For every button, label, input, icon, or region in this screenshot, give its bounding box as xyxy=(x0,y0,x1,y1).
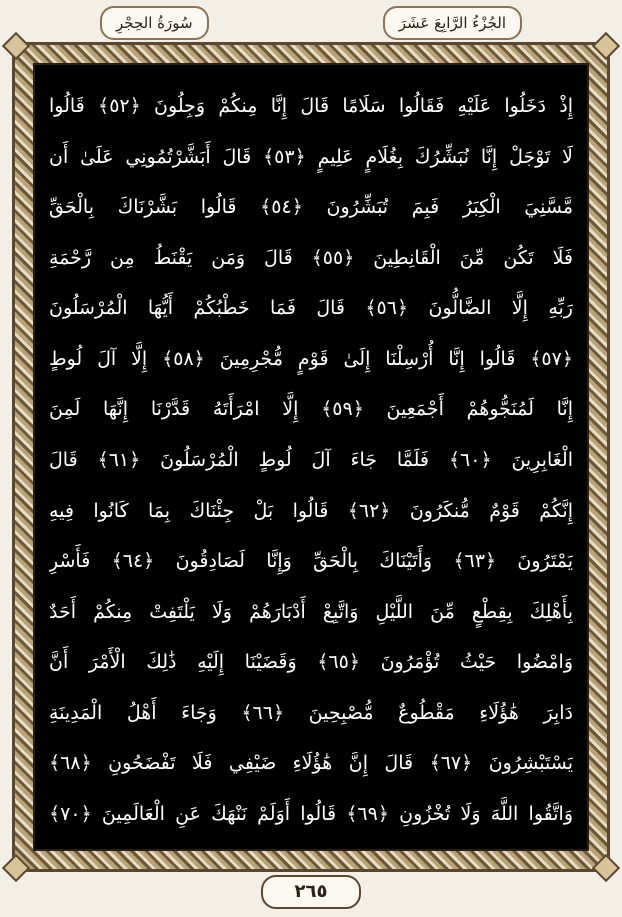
verse-line: لَا تَوْجَلْ إِنَّا نُبَشِّرُكَ بِغُلَامٍ عَلِيمٍ ﴿٥٣﴾ قَالَ أَبَشَّرْتُمُونِي عَلَىٰ أَن xyxy=(49,145,573,168)
verse-line: رَبِّهِ إِلَّا الضَّالُّونَ ﴿٥٦﴾ قَالَ فَمَا خَطْبُكُمْ أَيُّهَا الْمُرْسَلُونَ xyxy=(49,297,573,320)
verse-line: إِذْ دَخَلُوا عَلَيْهِ فَقَالُوا سَلَامًا قَالَ إِنَّا مِنكُمْ وَجِلُونَ ﴿٥٢﴾ قَالُوا xyxy=(49,95,573,117)
verse-line: بِأَهْلِكَ بِقِطْعٍ مِّنَ اللَّيْلِ وَاتَّبِعْ أَدْبَارَهُمْ وَلَا يَلْتَفِتْ مِنكُمْ أَحَدٌ xyxy=(49,600,573,623)
ornamental-frame xyxy=(12,42,610,872)
page-number: ٢٦٥ xyxy=(261,875,361,909)
text-panel xyxy=(33,63,589,851)
verse-line: إِنَّا لَمُنَجُّوهُمْ أَجْمَعِينَ ﴿٥٩﴾ إِلَّا امْرَأَتَهُ قَدَّرْنَا إِنَّهَا لَمِنَ xyxy=(49,398,573,421)
verse-line: يَمْتَرُونَ ﴿٦٣﴾ وَأَتَيْنَاكَ بِالْحَقِّ وَإِنَّا لَصَادِقُونَ ﴿٦٤﴾ فَأَسْرِ xyxy=(49,550,573,573)
page-header xyxy=(0,6,622,38)
verse-line: فَلَا تَكُن مِّنَ الْقَانِطِينَ ﴿٥٥﴾ قَالَ وَمَن يَقْنَطُ مِن رَّحْمَةِ xyxy=(49,246,573,269)
surah-label: سُورَةُ الحِجْرِ xyxy=(100,6,209,40)
juz-label: الجُزْءُ الرَّابِعَ عَشَرَ xyxy=(383,6,522,40)
corner-ornament-icon xyxy=(2,854,30,882)
corner-ornament-icon xyxy=(592,854,620,882)
verse-line: مَّسَّنِيَ الْكِبَرُ فَبِمَ تُبَشِّرُونَ ﴿٥٤﴾ قَالُوا بَشَّرْنَاكَ بِالْحَقِّ xyxy=(49,196,573,219)
verse-line: الْغَابِرِينَ ﴿٦٠﴾ فَلَمَّا جَاءَ آلَ لُوطٍ الْمُرْسَلُونَ ﴿٦١﴾ قَالَ xyxy=(49,448,573,471)
verse-line: ﴿٥٧﴾ قَالُوا إِنَّا أُرْسِلْنَا إِلَىٰ قَوْمٍ مُّجْرِمِينَ ﴿٥٨﴾ إِلَّا آلَ لُوطٍ xyxy=(49,347,573,370)
verse-lines xyxy=(49,83,573,837)
verse-line: يَسْتَبْشِرُونَ ﴿٦٧﴾ قَالَ إِنَّ هَٰؤُلَاءِ ضَيْفِي فَلَا تَفْضَحُونِ ﴿٦٨﴾ xyxy=(49,752,573,775)
verse-line: إِنَّكُمْ قَوْمٌ مُّنكَرُونَ ﴿٦٢﴾ قَالُوا بَلْ جِئْنَاكَ بِمَا كَانُوا فِيهِ xyxy=(49,499,573,522)
verse-line: وَاتَّقُوا اللَّهَ وَلَا تُخْزُونِ ﴿٦٩﴾ قَالُوا أَوَلَمْ نَنْهَكَ عَنِ الْعَالَمِينَ ﴿٧٠﴾ xyxy=(49,802,573,825)
verse-line: وَامْضُوا حَيْثُ تُؤْمَرُونَ ﴿٦٥﴾ وَقَضَيْنَا إِلَيْهِ ذَٰلِكَ الْأَمْرَ أَنَّ xyxy=(49,651,573,674)
verse-line: دَابِرَ هَٰؤُلَاءِ مَقْطُوعٌ مُّصْبِحِينَ ﴿٦٦﴾ وَجَاءَ أَهْلُ الْمَدِينَةِ xyxy=(49,701,573,724)
